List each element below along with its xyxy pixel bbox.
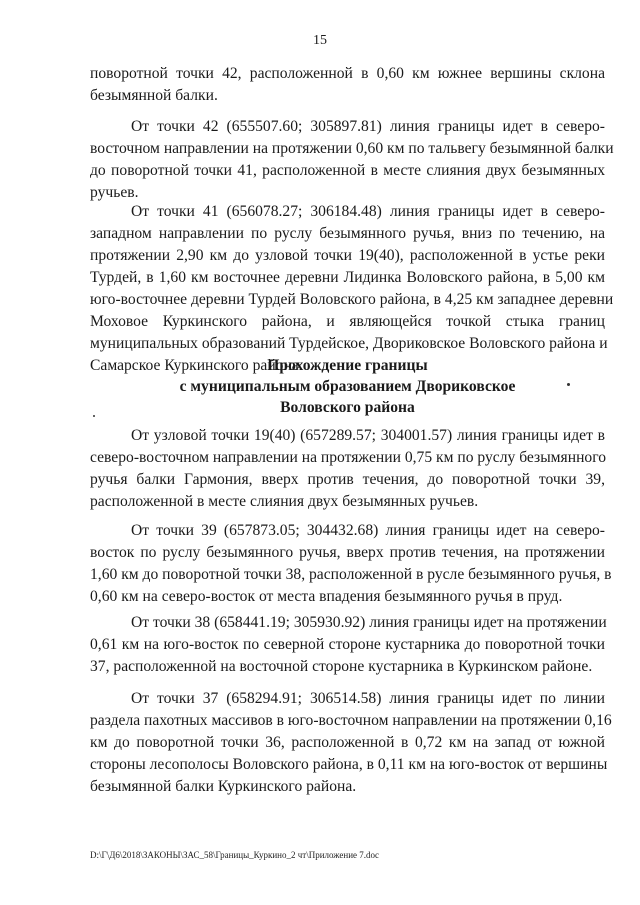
scan-speck [93, 415, 95, 417]
text-line: муниципальных образований Турдейское, Двориковское Воловского района и [90, 335, 608, 352]
page-number: 15 [313, 33, 327, 48]
text-line: расположенной в месте слияния двух безымянных ручьев. [90, 493, 479, 510]
text-line: поворотной точки 42, расположенной в 0,60 км южнее вершины склона [90, 65, 605, 82]
text-line: западном направлении по руслу безымянного ручья, вниз по течению, на [90, 225, 605, 242]
text-line: От точки 37 (658294.91; 306514.58) линия границы идет по линии [131, 690, 605, 707]
text-line: Турдей, в 1,60 км восточнее деревни Лидинка Воловского района, в 5,00 км [90, 269, 605, 286]
text-line: протяжении 2,90 км до узловой точки 19(40), расположенной в устье реки [90, 247, 605, 264]
text-line: 0,61 км на юго-восток по северной стороне кустарника до поворотной точки [90, 636, 605, 653]
text-line: ручья балки Гармония, вверх против течения, до поворотной точки 39, [90, 471, 605, 488]
text-line: ручьев. [90, 184, 139, 201]
text-line: От точки 42 (655507.60; 305897.81) линия границы идет в северо- [131, 118, 605, 135]
text-line: 0,60 км на северо-восток от места впадения безымянного ручья в пруд. [90, 588, 563, 605]
text-line: безымянной балки. [90, 87, 218, 104]
text-line: восток по руслу безымянного ручья, вверх против течения, на протяжении [90, 544, 605, 561]
text-line: От точки 41 (656078.27; 306184.48) линия границы идет в северо- [131, 203, 605, 220]
text-line: От точки 38 (658441.19; 305930.92) линия границы идет на протяжении [131, 614, 607, 631]
text-line: 1,60 км до поворотной точки 38, расположенной в русле безымянного ручья, в [90, 566, 612, 583]
text-line: безымянной балки Куркинского района. [90, 778, 357, 795]
text-line: Самарское Куркинского района. [90, 357, 303, 374]
heading-line: Прохождение границы [267, 357, 428, 374]
text-line: Моховое Куркинского района, и являющейся точкой стыка границ [90, 313, 605, 330]
text-line: От точки 39 (657873.05; 304432.68) линия границы идет на северо- [131, 522, 605, 539]
file-path-footer: D:\Г\Д6\2018\ЗАКОНЫ\ЗАС_58\Границы_Куркино_2 чт\Приложение 7.doc [90, 850, 380, 860]
text-line: северо-восточном направлении на протяжении 0,75 км по руслу безымянного [90, 449, 607, 466]
text-line: до поворотной точки 41, расположенной в месте слияния двух безымянных [90, 162, 605, 179]
text-line: стороны лесополосы Воловского района, в 0,11 км на юго-восток от вершины [90, 756, 608, 773]
scan-speck [567, 383, 570, 386]
text-line: От узловой точки 19(40) (657289.57; 304001.57) линия границы идет в [131, 427, 605, 444]
text-line: восточном направлении на протяжении 0,60 км по тальвегу безымянной балки [90, 140, 614, 157]
heading-line: с муниципальным образованием Двориковское [179, 378, 516, 395]
text-line: раздела пахотных массивов в юго-восточном направлении на протяжении 0,16 [90, 712, 612, 729]
heading-line: Воловского района [280, 399, 415, 416]
text-line: км до поворотной точки 36, расположенной в 0,72 км на запад от южной [90, 734, 605, 751]
text-line: юго-восточнее деревни Турдей Воловского района, в 4,25 км западнее деревни [90, 291, 614, 308]
text-line: 37, расположенной на восточной стороне кустарника в Куркинском районе. [90, 658, 593, 675]
